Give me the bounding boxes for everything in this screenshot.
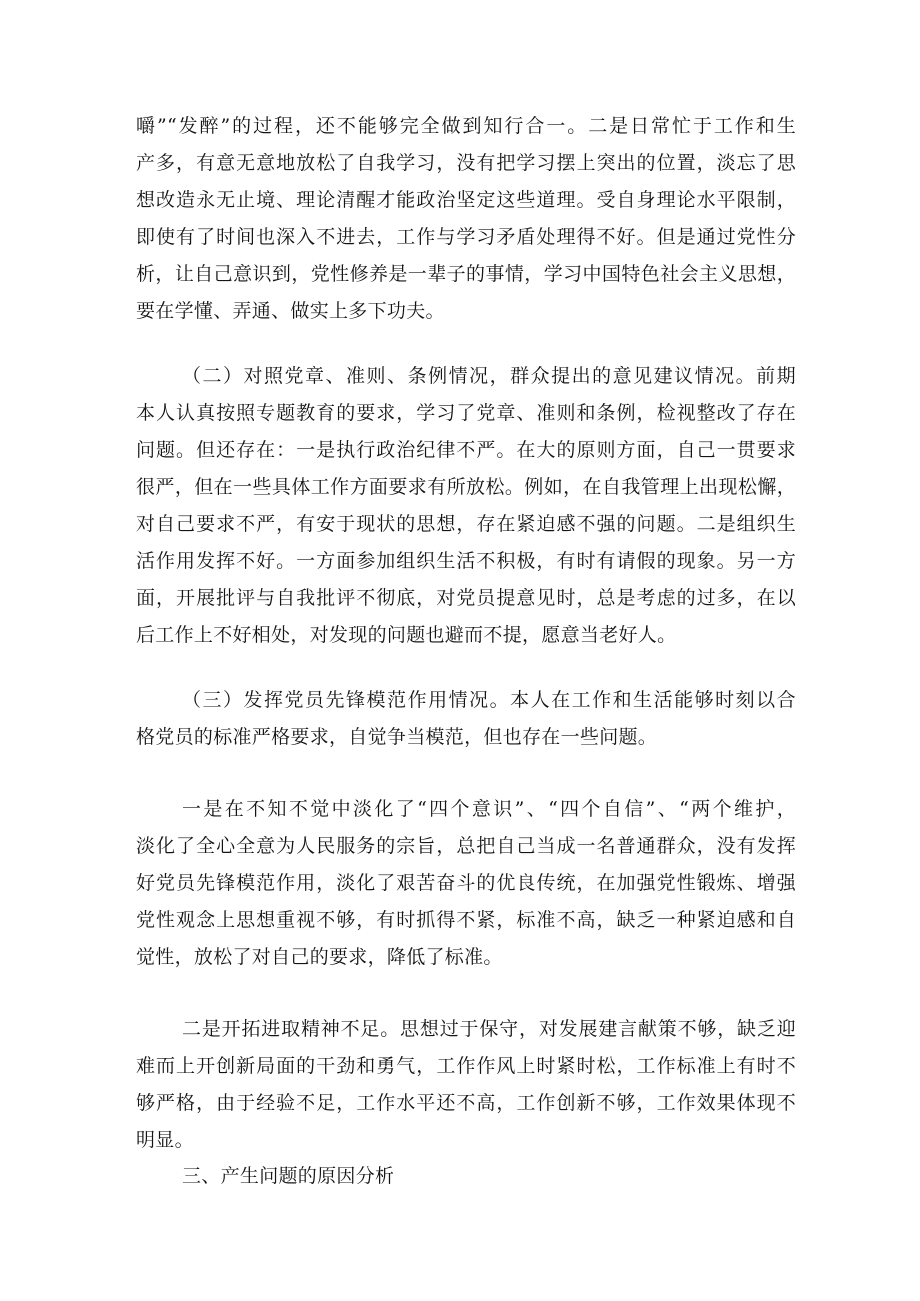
paragraph-4-line-1: 一是在不知不觉中淡化了“四个意识”、“四个自信”、“两个维护，	[182, 798, 796, 820]
paragraph-4-line-5: 觉性，放松了对自己的要求，降低了标准。	[136, 946, 503, 968]
paragraph-1-line-2: 产多，有意无意地放松了自我学习，没有把学习摆上突出的位置，淡忘了思	[136, 152, 796, 174]
paragraph-5-line-2: 难而上开创新局面的干劲和勇气，工作作风上时紧时松，工作标准上有时不	[136, 1055, 796, 1077]
paragraph-2-line-1: （二）对照党章、准则、条例情况，群众提出的意见建议情况。前期	[182, 365, 796, 387]
paragraph-4-line-4: 党性观念上思想重视不够，有时抓得不紧，标准不高，缺乏一种紧迫感和自	[136, 909, 796, 931]
paragraph-3-line-2: 格党员的标准严格要求，自觉争当模范，但也存在一些问题。	[136, 726, 658, 748]
paragraph-2-line-5: 对自己要求不严，有安于现状的思想，存在紧迫感不强的问题。二是组织生	[136, 513, 796, 535]
paragraph-1-line-6: 要在学懂、弄通、做实上多下功夫。	[136, 300, 445, 322]
paragraph-4-line-3: 好党员先锋模范作用，淡化了艰苦奋斗的优良传统，在加强党性锻炼、增强	[136, 872, 796, 894]
paragraph-2-line-4: 很严，但在一些具体工作方面要求有所放松。例如，在自我管理上出现松懈，	[136, 476, 796, 498]
paragraph-3-line-1: （三）发挥党员先锋模范作用情况。本人在工作和生活能够时刻以合	[182, 689, 796, 711]
paragraph-1-line-1: 嚼”“发醉”的过程，还不能够完全做到知行合一。二是日常忙于工作和生	[136, 115, 796, 137]
paragraph-2-line-7: 面，开展批评与自我批评不彻底，对党员提意见时，总是考虑的过多，在以	[136, 587, 796, 609]
paragraph-4-line-2: 淡化了全心全意为人民服务的宗旨，总把自己当成一名普通群众，没有发挥	[136, 835, 796, 857]
paragraph-1-line-5: 析，让自己意识到，党性修养是一辈子的事情，学习中国特色社会主义思想，	[136, 263, 796, 285]
paragraph-2-line-8: 后工作上不好相处，对发现的问题也避而不提，愿意当老好人。	[136, 624, 677, 646]
paragraph-2-line-6: 活作用发挥不好。一方面参加组织生活不积极，有时有请假的现象。另一方	[136, 550, 796, 572]
paragraph-5-line-3: 够严格，由于经验不足，工作水平还不高，工作创新不够，工作效果体现不	[136, 1092, 796, 1114]
section-heading: 三、产生问题的原因分析	[182, 1165, 395, 1187]
paragraph-1-line-4: 即使有了时间也深入不进去，工作与学习矛盾处理得不好。但是通过党性分	[136, 226, 796, 248]
paragraph-5-line-1: 二是开拓进取精神不足。思想过于保守，对发展建言献策不够，缺乏迎	[182, 1018, 796, 1040]
paragraph-1-line-3: 想改造永无止境、理论清醒才能政治坚定这些道理。受自身理论水平限制，	[136, 189, 796, 211]
paragraph-2-line-2: 本人认真按照专题教育的要求，学习了党章、准则和条例，检视整改了存在	[136, 402, 796, 424]
paragraph-2-line-3: 问题。但还存在：一是执行政治纪律不严。在大的原则方面，自己一贯要求	[136, 439, 796, 461]
paragraph-5-line-4: 明显。	[136, 1129, 194, 1151]
